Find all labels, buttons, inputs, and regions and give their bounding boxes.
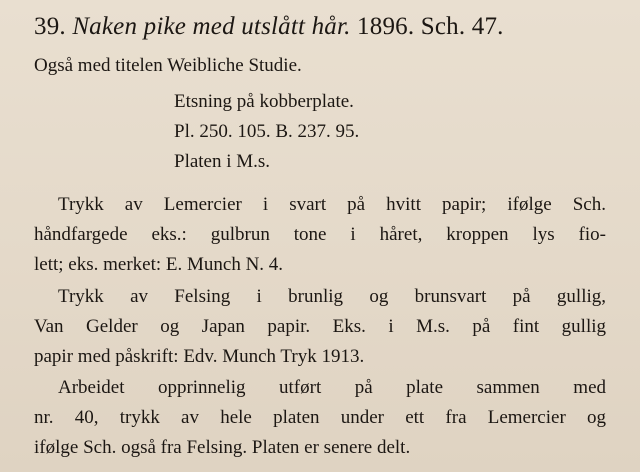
entry-title: Naken pike med utslått hår. bbox=[72, 13, 351, 40]
entry-year-reference: 1896. Sch. 47. bbox=[357, 13, 504, 40]
paragraph-2-line-2: Van Gelder og Japan papir. Eks. i M.s. på fint gullig bbox=[34, 316, 606, 337]
dimensions-line: Pl. 250. 105. B. 237. 95. bbox=[174, 121, 360, 142]
technique-line: Etsning på kobberplate. bbox=[174, 91, 354, 112]
paragraph-2-line-1: Trykk av Felsing i brunlig og brunsvart på gullig, bbox=[58, 286, 606, 307]
paragraph-1-line-1: Trykk av Lemercier i svart på hvitt papir; ifølge Sch. bbox=[58, 194, 606, 215]
plate-location-line: Platen i M.s. bbox=[174, 151, 271, 172]
paragraph-3-line-3: ifølge Sch. også fra Felsing. Platen er senere delt. bbox=[34, 437, 411, 458]
paragraph-3-line-2: nr. 40, trykk av hele platen under ett fra Lemercier og bbox=[34, 407, 606, 428]
paragraph-1-line-3: lett; eks. merket: E. Munch N. 4. bbox=[34, 254, 284, 275]
entry-alt-title: Også med titelen Weibliche Studie. bbox=[34, 55, 302, 76]
paragraph-1-line-2: håndfargede eks.: gulbrun tone i håret, kroppen lys fio- bbox=[34, 224, 606, 245]
paragraph-2-line-3: papir med påskrift: Edv. Munch Tryk 1913. bbox=[34, 346, 365, 367]
entry-heading bbox=[34, 14, 504, 39]
entry-number: 39. bbox=[34, 13, 66, 40]
paragraph-3-line-1: Arbeidet opprinnelig utført på plate sammen med bbox=[58, 377, 606, 398]
